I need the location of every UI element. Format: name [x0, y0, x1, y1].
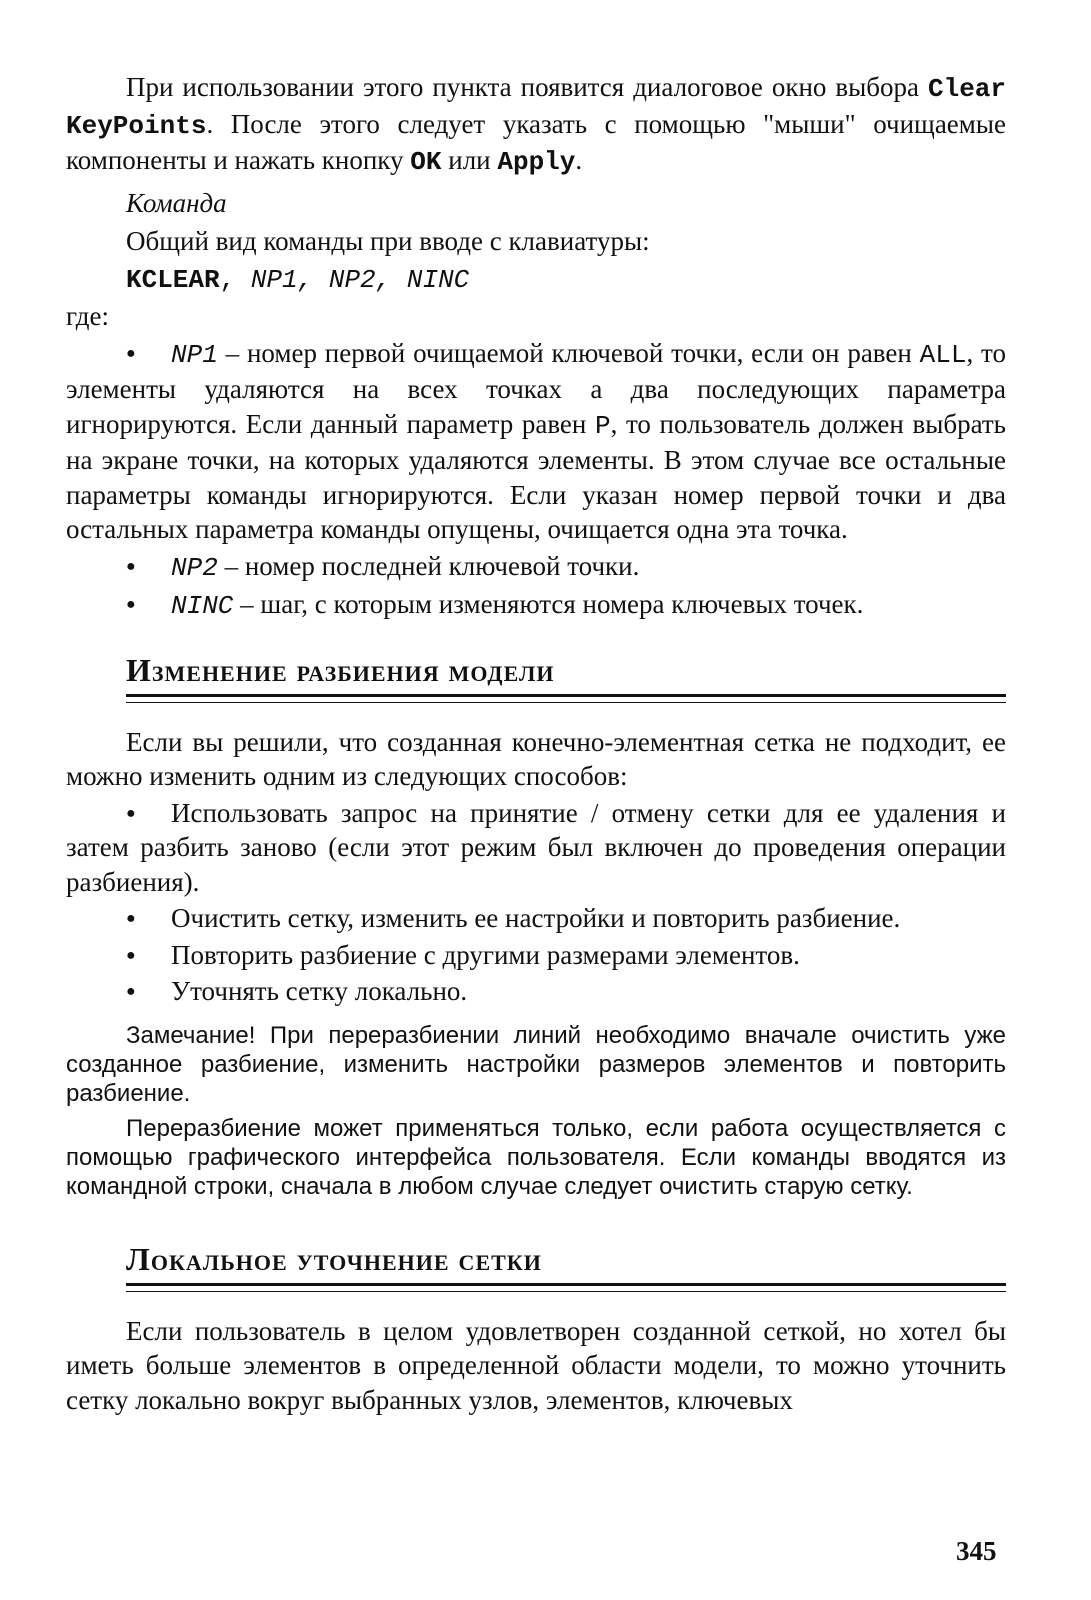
heading-rule [126, 694, 1006, 703]
intro-text-2: . После этого следует указать с помощью "мыши" очищаемые компоненты и нажать кнопку [66, 108, 1006, 175]
param-desc: – шаг, с которым изменяются номера ключевых точек. [233, 589, 864, 619]
list-item [66, 796, 1006, 900]
syntax-sep: , [219, 264, 251, 295]
intro-text-1: При использовании этого пункта появится диалоговое окно выбора [126, 72, 928, 102]
param-desc: – номер первой очищаемой ключевой точки, если он равен [217, 337, 920, 368]
intro-text-4: . [575, 145, 583, 175]
param-desc-cont-2: , то пользователь должен выбрать на экране точки, на которых удаляются элементы. В этом случае все остальные параметры команды игнорируются. Если указан номер первой точки и два остальных параметра команды опущены, очищается одна эта точка. [66, 408, 1006, 544]
section2-paragraph: Если пользователь в целом удовлетворен созданной сеткой, но хотел бы иметь больше элементов в определенной области модели, то можно уточнить сетку локально вокруг выбранных узлов, элементов, ключевых [66, 1315, 1006, 1415]
param-desc-cont: , то элементы удаляются на всех точках а два последующих параметра игнорируются. Если данный параметр равен [66, 337, 1006, 439]
dialog-name: Clear KeyPoints [66, 74, 1006, 141]
param-np2 [66, 549, 1006, 586]
heading-rule [126, 1283, 1006, 1292]
param-desc: – номер последней ключевой точки. [217, 550, 640, 581]
apply-code: Apply [497, 147, 576, 177]
remesh-note: Переразбиение может применяться только, если работа осуществляется с помощью графического интерфейса пользователя. Если команды вводятся из командной строки, сначала в любом случае следует очистить старую сетку. [66, 1114, 1006, 1200]
list-item-text: Очистить сетку, изменить ее настройки и повторить разбиение. [171, 903, 901, 933]
command-label: Команда [126, 187, 227, 218]
param-name: NP2 [171, 552, 218, 583]
command-name: KCLEAR [126, 264, 220, 295]
list-item [66, 974, 1006, 1009]
list-item-text: Использовать запрос на принятие / отмену сетки для ее удаления и затем разбить заново (если этот режим был включен до проведения операции разбиения). [66, 797, 1006, 897]
intro-text-3: или [441, 145, 498, 175]
param-code-2: P [594, 410, 611, 441]
list-item [66, 938, 1006, 973]
list-item-text: Уточнять сетку локально. [171, 976, 468, 1006]
param-ninc [66, 587, 1006, 624]
where-label: где: [66, 301, 109, 331]
ok-code: OK [410, 147, 442, 177]
param-name: NP1 [171, 339, 218, 370]
param-name: NINC [171, 591, 234, 621]
page-number: 345 [956, 1536, 997, 1566]
list-item-text: Повторить разбиение с другими размерами элементов. [171, 939, 800, 970]
section-heading-remesh: Изменение разбиения модели [126, 651, 555, 688]
command-args: NP1, NP2, NINC [250, 264, 470, 295]
general-form-text: Общий вид команды при вводе с клавиатуры: [126, 226, 650, 256]
section-heading-local-refine: Локальное уточнение сетки [126, 1240, 542, 1277]
param-np1 [66, 336, 1006, 547]
remark-note: Замечание! При переразбиении линий необходимо вначале очистить уже созданное разбиение, изменить настройки размеров элементов и повторить разбиение. [66, 1021, 1006, 1107]
list-item [66, 901, 1006, 936]
param-code: ALL [919, 339, 967, 370]
page-body [66, 70, 1006, 1417]
section1-paragraph: Если вы решили, что созданная конечно-элементная сетка не подходит, ее можно изменить одним из следующих способов: [66, 726, 1006, 791]
intro-paragraph [66, 70, 1006, 180]
command-syntax [66, 261, 1006, 298]
